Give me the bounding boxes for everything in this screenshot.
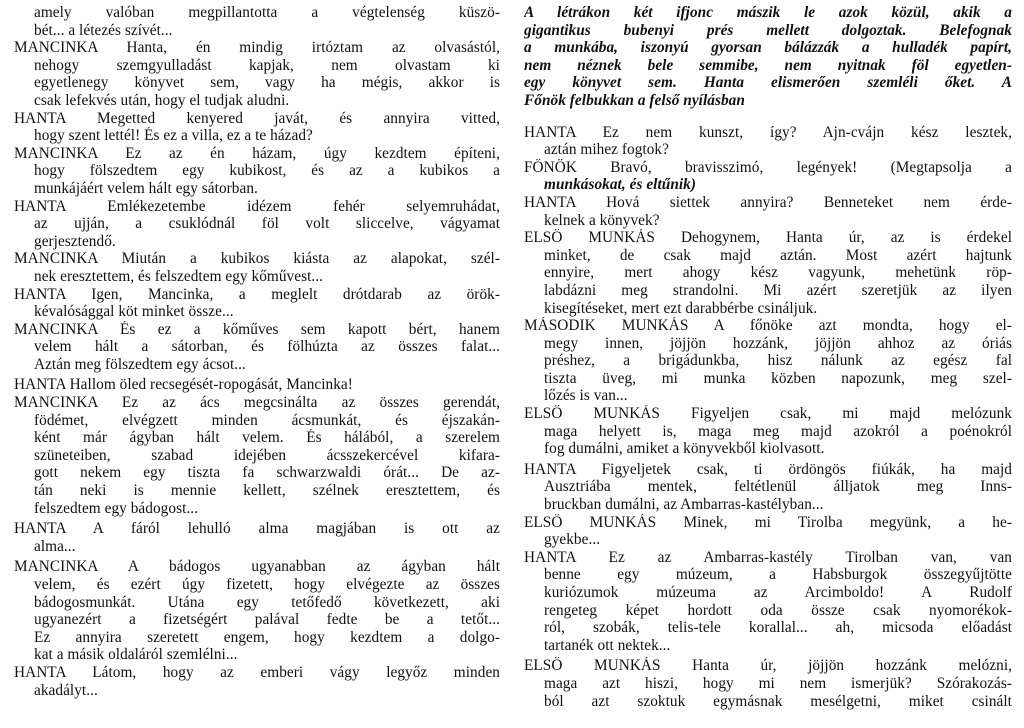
text-line: nehogy szemgyulladást kapjak, nem olvastam ki (34, 56, 500, 74)
text-line: kelnek a könyvek? (544, 211, 660, 229)
stage-direction-line: nem néznek bele semmibe, nem nyitnak föl egyetlen- (524, 56, 1012, 74)
text-line: bruckban dumálni, az Ambarras-kastélyban... (544, 496, 824, 514)
text-line: fog dumálni, amiket a könyvekből kiolvasott. (544, 440, 825, 458)
text-line: nek eresztettem, és felszedtem egy kőművest... (34, 267, 324, 285)
text-line: hogy szent lettél! És ez a villa, ez a te házad? (34, 127, 313, 145)
text-line: labdázni meg strandolni. Mi azért szeretjük az ilyen (544, 281, 1012, 299)
text-line: födémet, elvégzett minden ácsmunkát, és éjszakán- (34, 411, 500, 429)
text-line: felszedtem egy bádogost... (34, 499, 198, 517)
text-line: kat a másik oldaláról szemlélni... (34, 646, 238, 664)
text-line: aztán mihez fogtok? (544, 141, 669, 159)
text-line: megy innen, jöjjön hozzánk, jöjjön ahhoz az óriás (544, 334, 1012, 352)
left-column (14, 4, 500, 699)
text-line: egyetlenegy könyvet sem, vagy ha mégis, akkor is (34, 74, 500, 92)
text-line: munkájáért velem hált egy sátorban. (34, 179, 258, 197)
text-line: rengeteg képet hordott oda össze csak nyomorékok- (544, 601, 1012, 619)
text-line: ennyire, mert ahogy kész vagyunk, mehetünk röp- (544, 264, 1012, 282)
stage-direction-line: egy könyvet sem. Hanta elismerően szemléli őket. A (524, 74, 1012, 92)
text-line: maga helyett is, maga meg majd azokról a poénokról (544, 422, 1012, 440)
text-line: HANTA A fáról lehulló alma magjában is ott az (14, 520, 500, 538)
text-line: HANTA Ez nem kunszt, így? Ajn-cvájn kész lesztek, (524, 123, 1012, 141)
text-line: ként már ágyban hált velem. És hálából, a szerelem (34, 429, 500, 447)
text-line: Aztán meg fölszedtem egy ácsot... (34, 355, 246, 373)
text-line: MANCINKA A bádogos ugyanabban az ágyban hált (14, 558, 500, 576)
text-line: velem, és ezért úgy fizetett, hogy elvégezte az összes (34, 576, 500, 593)
text-line: tiszta üveg, mi munka közben napozunk, meg szel- (544, 369, 1012, 387)
text-line: ELSŐ MUNKÁS Dehogynem, Hanta úr, az is érdekel (524, 229, 1012, 247)
text-line: HANTA Látom, hogy az emberi vágy legyőz minden (14, 663, 500, 681)
text-line: kuriózumok múzeuma az Arcimboldo! A Rudolf (544, 584, 1012, 601)
text-line: HANTA Emlékezetembe idézem fehér selyemruhádat, (14, 197, 500, 215)
text-line: Ez annyira szeretett engem, hogy kezdtem a dolgo- (34, 628, 500, 646)
stage-direction-line: A létrákon két ifjonc mászik le azok közül, akik a (524, 4, 1012, 21)
text-line: gerjesztendő. (34, 232, 116, 250)
text-line: ELSŐ MUNKÁS Minek, mi Tirolba megyünk, a he- (524, 513, 1012, 531)
text-line: bádogosmunkát. Utána egy tetőfedő következett, aki (34, 593, 500, 611)
text-line: gott nekem egy tiszta fa schwarzwaldi órát... De az- (34, 464, 500, 482)
text-line: MANCINKA Hanta, én mindig irtóztam az olvasástól, (14, 39, 500, 57)
text-line: csak lefekvés után, hogy el tudjak aludni. (34, 91, 290, 109)
text-line: kévalósággal köt minket össze... (34, 303, 234, 321)
text-line: ból azt szoktuk egymásnak mesélgetni, miket csinált (544, 692, 1012, 710)
text-line: ugyanezért a fizetségért palával fedte be a tetőt... (34, 611, 500, 629)
text-line: HANTA Figyeljetek csak, ti ördöngös fiúkák, ha majd (524, 460, 1012, 478)
right-column (524, 4, 1012, 710)
stage-direction-line: munkásokat, és eltűnik) (544, 176, 697, 194)
text-line: tartanék ott nektek... (544, 636, 671, 654)
text-line: HANTA Megetted kenyered javát, és annyira vitted, (14, 109, 500, 127)
text-line: MANCINKA És ez a kőműves sem kapott bért, hanem (14, 320, 500, 338)
text-line: HANTA Ez az Ambarras-kastély Tirolban van, van (524, 548, 1012, 566)
text-line: hogy fölszedtem egy kubikost, és az a kubikos a (34, 162, 500, 180)
text-line: MANCINKA Ez az ács megcsinálta az összes gerendát, (14, 394, 500, 412)
text-line: az ujján, a csuklódnál föl volt sliccelve, vágyamat (34, 215, 500, 233)
text-line: ELSŐ MUNKÁS Figyeljen csak, mi majd melózunk (524, 405, 1012, 423)
text-line: MÁSODIK MUNKÁS A főnöke azt mondta, hogy el- (524, 317, 1012, 335)
text-line: velem hált a sátorban, és fölhúzta az összes falat... (34, 338, 500, 356)
text-line: gyekbe... (544, 531, 601, 549)
text-line: lőzés is van... (544, 387, 628, 405)
text-line: HANTA Hová siettek annyira? Benneteket nem érde- (524, 193, 1012, 211)
stage-direction-line: a munkába, iszonyú gyorsan bálázzák a hulladék papírt, (524, 39, 1012, 57)
text-line: bét... a létezés szívét... (34, 21, 173, 39)
text-line: alma... (34, 537, 76, 555)
text-line: tán neki is mennie kellett, szélnek eresztettem, és (34, 482, 500, 500)
text-line: HANTA Igen, Mancinka, a meglelt drótdarab az örök- (14, 285, 500, 303)
text-line: maga azt hiszi, hogy mi nem ismerjük? Szórakozás- (544, 674, 1012, 692)
text-line: FŐNÖK Bravó, bravisszimó, legények! (Megtapsolja a (524, 158, 1012, 176)
text-line: ról, szobák, telis-tele korallal... ah, micsoda előadást (544, 619, 1012, 637)
stage-direction-line: gigantikus bubenyi prés mellett dolgoztak. Belefognak (524, 21, 1012, 39)
text-line: ELSŐ MUNKÁS Hanta úr, jöjjön hozzánk melózni, (524, 657, 1012, 675)
section-gap (524, 110, 1012, 124)
stage-direction-line: Főnök felbukkan a felső nyílásban (524, 91, 745, 109)
text-line: HANTA Hallom öled recsegését-ropogását, Mancinka! (14, 376, 353, 394)
text-line: MANCINKA Ez az én házam, úgy kezdtem építeni, (14, 144, 500, 162)
text-line: szüneteiben, szabad idejében ácsszekercével kifara- (34, 446, 500, 464)
text-line: Ausztriába mentek, feltétlenül álljatok meg Inns- (544, 478, 1012, 496)
text-line: benne egy múzeum, a Habsburgok összegyűjtötte (544, 566, 1012, 584)
text-line: kisegítéseket, mert ezt darabbérbe csináljuk. (544, 299, 818, 317)
text-line: amely valóban megpillantotta a végtelenség küszö- (34, 4, 500, 21)
text-line: akadályt... (34, 681, 98, 699)
text-line: minket, de csak majd aztán. Most azért hajtunk (544, 246, 1012, 264)
text-line: préshez, a brigádunkba, hisz nálunk az egész fal (544, 352, 1012, 370)
text-line: MANCINKA Miután a kubikos kiásta az alapokat, szél- (14, 250, 500, 268)
